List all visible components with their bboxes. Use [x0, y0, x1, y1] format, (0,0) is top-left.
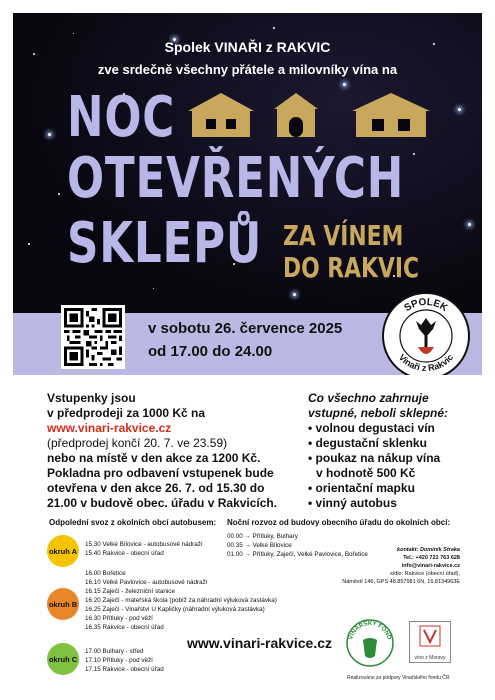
- moravy-logo-text: víno z Moravy: [414, 655, 446, 661]
- contact-phone: Tel.: +420 721 763 628: [403, 555, 460, 561]
- cellar-houses-icon: [186, 91, 436, 139]
- bus-back-title: Noční rozvoz od budovy obecního úřadu do okolních obcí:: [227, 518, 451, 527]
- title-noc: NOC: [67, 85, 176, 150]
- route-stop: 17.00 Bulhary - střed: [85, 648, 144, 655]
- route-stop: 16.10 Velké Pavlovice - autobusové nádraží: [85, 579, 208, 586]
- return-row: 01.00 → Přítluky, Zaječí, Velké Pavlovice, Bořetice: [227, 551, 368, 558]
- subtitle-za-vinem: ZA VÍNEM: [283, 219, 404, 252]
- includes-item: • orientační mapku: [308, 481, 415, 495]
- includes-title: Co všechno zahrnuje: [308, 391, 429, 405]
- tickets-line: Pokladna pro odbavení vstupenek bude: [47, 466, 274, 480]
- route-c-stops: [85, 647, 164, 674]
- route-stop: 17.15 Rakvice - obecní úřad: [85, 666, 164, 673]
- vino-z-moravy-logo: [409, 621, 451, 663]
- route-stop: 16.20 Zaječí - mateřská škola (pobíž za náhradní výluková zastávka): [85, 597, 277, 604]
- tickets-line: v předprodeji za 1000 Kč na: [47, 406, 206, 420]
- includes-title: vstupné, neboli sklepné:: [308, 406, 449, 420]
- spolek-seal-logo: [381, 291, 471, 381]
- tickets-line: otevřena v den akce 26. 7. od 15.30 do: [47, 481, 265, 495]
- route-a-stops: [85, 540, 203, 558]
- route-stop: 16.15 Zaječí - železniční stanice: [85, 588, 175, 595]
- footer-website-link[interactable]: www.vinari-rakvice.cz: [187, 635, 332, 651]
- route-b-badge: okruh B: [47, 588, 79, 620]
- route-b-stops: [85, 569, 277, 632]
- route-stop: 17.10 Přítluky - pod věží: [85, 657, 153, 664]
- tickets-line: Vstupenky jsou: [47, 391, 136, 405]
- return-row: 00.00 → Přítluky, Bulhary: [227, 533, 298, 540]
- contact-line: Náměstí 146, GPS 48.857981 6N, 16.8134963E: [342, 579, 460, 585]
- includes-item: • vinný autobus: [308, 496, 397, 510]
- qr-code[interactable]: [61, 305, 125, 369]
- subtitle-do-rakvic: DO RAKVIC: [283, 251, 420, 284]
- route-stop: 15.30 Velké Bílovice - autobusové nádraží: [85, 541, 203, 548]
- includes-item: v hodnotě 500 Kč: [316, 466, 416, 480]
- return-row: 00.35 → Velké Bílovice: [227, 542, 292, 549]
- contact-email[interactable]: info@vinari-rakvice.cz: [401, 563, 460, 569]
- route-stop: 16.00 Bořetice: [85, 570, 126, 577]
- tickets-line: nebo na místě v den akce za 1200 Kč.: [47, 451, 261, 465]
- includes-block: [308, 391, 448, 511]
- route-stop: 16.25 Zaječí - Vinařství U Kapličky (náhradní výluková zastávka): [85, 606, 265, 613]
- contact-block: [340, 546, 460, 586]
- route-c-badge: okruh C: [47, 643, 79, 675]
- seal-bottom-text: Vinaři z Rakvic: [396, 352, 456, 374]
- bus-out-title: Odpolední svoz z okolních obcí autobusem:: [49, 518, 217, 527]
- fond-logo-text: VINAŘSKÝ FOND: [348, 620, 392, 641]
- fund-support-note: Realizováno za podpory Vinařského fondu ČR: [347, 675, 450, 681]
- vinarsky-fond-logo: [345, 618, 395, 668]
- contact-line: kontakt: Dominik Straka: [397, 547, 460, 553]
- contact-line: sídlo: Rakvice (obecní úřad),: [389, 571, 460, 577]
- poster: [13, 13, 482, 687]
- route-stop: 16.35 Rakvice - obecní úřad: [85, 624, 164, 631]
- tickets-block: [47, 391, 277, 511]
- tickets-url-link[interactable]: www.vinari-rakvice.cz: [47, 421, 172, 435]
- seal-top-text: SPOLEK: [402, 296, 450, 314]
- event-date: v sobotu 26. července 2025: [148, 320, 343, 337]
- includes-item: • poukaz na nákup vína: [308, 451, 441, 465]
- tickets-line: 21.00 v budově obec. úřadu v Rakvicích.: [47, 496, 278, 510]
- organizer-line: Spolek VINAŘI z RAKVIC: [164, 39, 331, 55]
- title-sklepu: SKLEPŮ: [67, 211, 263, 276]
- tickets-line: (předprodej končí 20. 7. ve 23.59): [47, 436, 228, 450]
- route-stop: 16.30 Přítluky - pod věží: [85, 615, 153, 622]
- includes-item: • volnou degustaci vín: [308, 421, 435, 435]
- includes-item: • degustační sklenku: [308, 436, 427, 450]
- route-stop: 15.40 Rakvice - obecní úřad: [85, 550, 164, 557]
- event-time: od 17.00 do 24.00: [148, 343, 273, 360]
- title-otevrenych: OTEVŘENÝCH: [67, 146, 405, 211]
- invitation-line: zve srdečně všechny přátele a milovníky vína na: [97, 62, 398, 77]
- route-a-badge: okruh A: [47, 535, 79, 567]
